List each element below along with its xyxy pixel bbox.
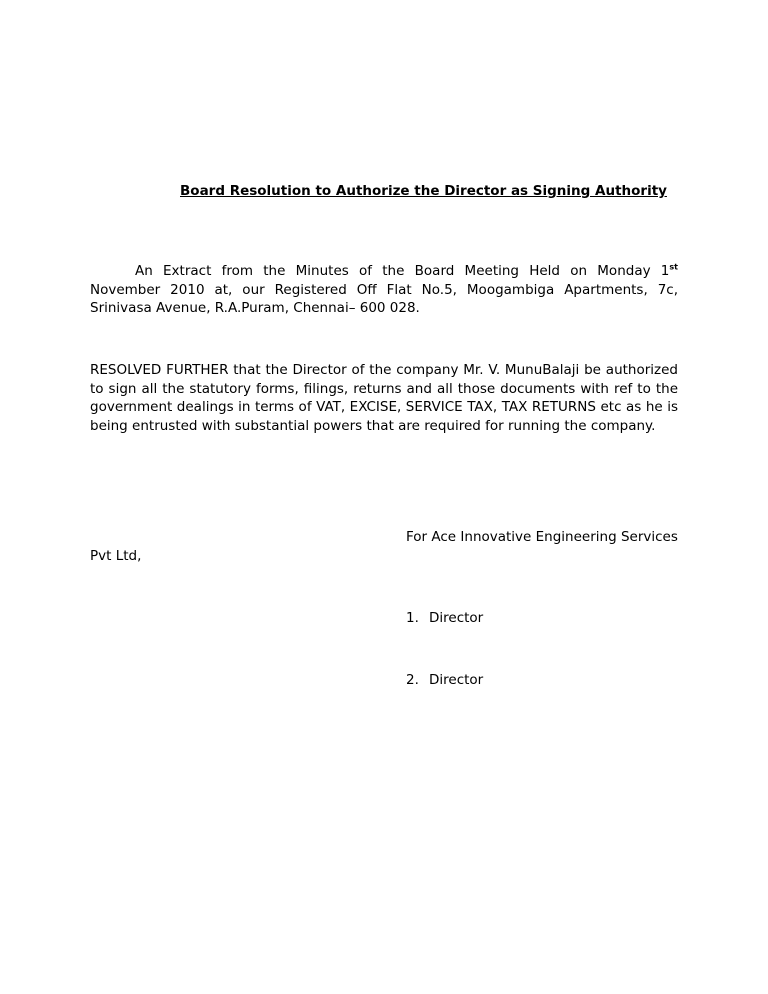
- signatory-label: Director: [429, 610, 484, 626]
- document-title: Board Resolution to Authorize the Director as Signing Authority: [180, 183, 667, 199]
- resolution-paragraph: RESOLVED FURTHER that the Director of the company Mr. V. MunuBalaji be authorized to sign all the statutory forms, filings, returns and all those documents with ref to the government dealings in terms of VAT, EXCISE, SERVICE TAX, TAX RETURNS etc as he is being entrusted with substantial powers that are required for running the company.: [90, 362, 678, 434]
- signatory-item: [406, 609, 483, 628]
- signatory-number: 2.: [406, 672, 419, 688]
- signatory-item: [406, 671, 483, 690]
- meeting-extract-paragraph: [90, 262, 678, 318]
- extract-text-start: An Extract from the Minutes of the Board Meeting Held on Monday 1: [135, 263, 670, 279]
- signatory-label: Director: [429, 672, 484, 688]
- extract-text-end: November 2010 at, our Registered Off Flat No.5, Moogambiga Apartments, 7c, Srinivasa Avenue, R.A.Puram, Chennai– 600 028.: [90, 281, 678, 317]
- signatory-number: 1.: [406, 610, 419, 626]
- for-company-line: For Ace Innovative Engineering Services Pvt Ltd,: [90, 529, 678, 564]
- date-ordinal-suffix: st: [669, 262, 678, 272]
